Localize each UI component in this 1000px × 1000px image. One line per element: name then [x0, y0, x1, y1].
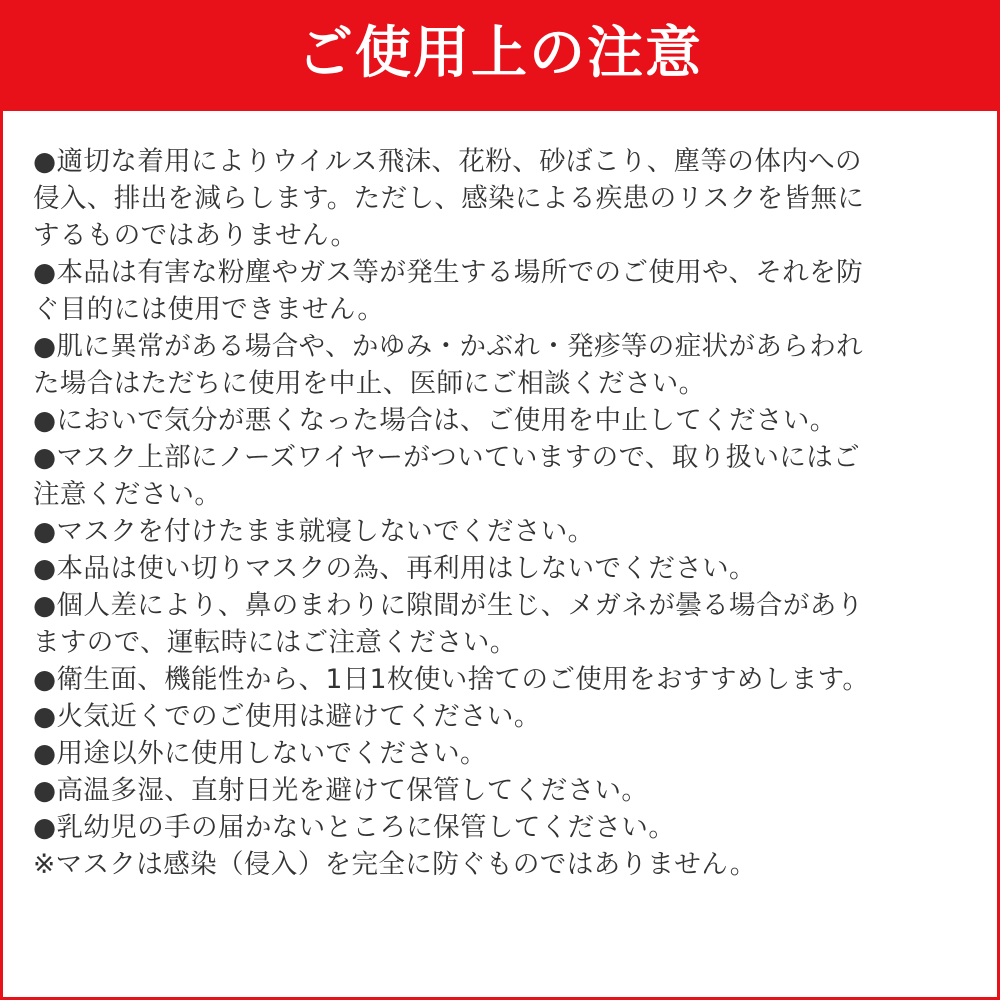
note-line: ●乳幼児の手の届かないところに保管してください。	[33, 812, 676, 843]
note-line: ●マスクを付けたまま就寝しないでください。	[33, 516, 595, 547]
note-line: ●衛生面、機能性から、1日1枚使い捨てのご使用をおすすめします。	[33, 664, 870, 695]
note-line: ●マスク上部にノーズワイヤーがついていますので、取り扱いにはご	[33, 442, 861, 473]
note-line: ぐ目的には使用できません。	[33, 294, 385, 325]
note-line: ますので、運転時にはご注意ください。	[33, 627, 517, 658]
note-line: するものではありません。	[33, 220, 358, 251]
note-line: ●本品は有害な粉塵やガス等が発生する場所でのご使用や、それを防	[33, 257, 863, 288]
note-line: ●本品は使い切りマスクの為、再利用はしないでください。	[33, 553, 756, 584]
note-line: ●適切な着用によりウイルス飛沫、花粉、砂ぼこり、塵等の体内への	[33, 146, 862, 177]
note-line: 侵入、排出を減らします。ただし、感染による疾患のリスクを皆無に	[33, 183, 865, 214]
note-line: た場合はただちに使用を中止、医師にご相談ください。	[33, 368, 706, 399]
page-title: ご使用上の注意	[297, 21, 703, 86]
footnote-line: ※マスクは感染（侵入）を完全に防ぐものではありません。	[33, 849, 757, 880]
note-line: ●においで気分が悪くなった場合は、ご使用を中止してください。	[33, 405, 837, 436]
note-line: ●用途以外に使用しないでください。	[33, 738, 487, 769]
caution-notes	[33, 143, 973, 883]
header-banner	[3, 3, 997, 111]
note-line: ●火気近くでのご使用は避けてください。	[33, 701, 541, 732]
note-line: 注意ください。	[33, 479, 222, 510]
note-line: ●高温多湿、直射日光を避けて保管してください。	[33, 775, 649, 806]
note-line: ●肌に異常がある場合や、かゆみ・かぶれ・発疹等の症状があらわれ	[33, 331, 863, 362]
note-line: ●個人差により、鼻のまわりに隙間が生じ、メガネが曇る場合があり	[33, 590, 864, 621]
